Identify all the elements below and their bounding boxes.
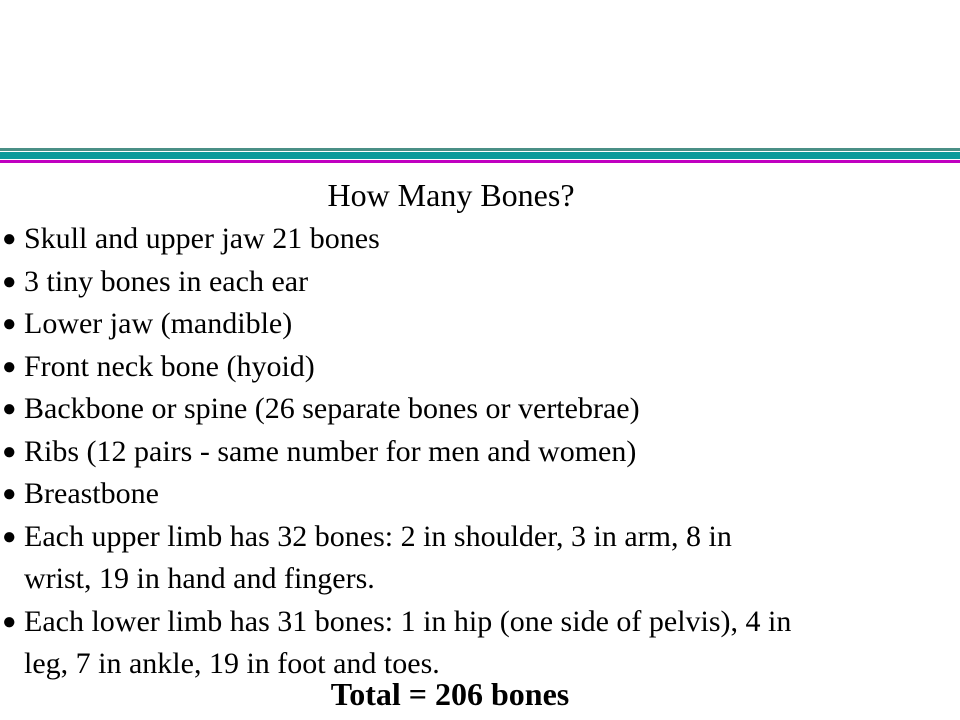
header-stripes bbox=[0, 148, 960, 168]
list-item bbox=[0, 346, 950, 389]
bullet-icon: ● bbox=[2, 523, 17, 550]
list-item bbox=[0, 431, 950, 474]
list-item-text: Front neck bone (hyoid) bbox=[24, 349, 315, 383]
list-item bbox=[0, 601, 950, 686]
bullet-icon: ● bbox=[2, 396, 17, 422]
bullet-icon: ● bbox=[2, 268, 17, 295]
list-item bbox=[0, 218, 950, 261]
list-item-text: Backbone or spine (26 separate bones or vertebrae) bbox=[24, 392, 640, 425]
list-item-text-continued: leg, 7 in ankle, 19 in foot and toes. bbox=[24, 647, 440, 680]
stripe-bottom-line bbox=[0, 160, 960, 163]
list-item bbox=[0, 473, 950, 516]
list-item-text: Each upper limb has 32 bones: 2 in shoulder, 3 in arm, 8 in bbox=[24, 519, 732, 553]
list-item-text: Skull and upper jaw 21 bones bbox=[24, 222, 380, 255]
bullet-icon: ● bbox=[2, 226, 17, 252]
bullet-icon: ● bbox=[2, 438, 17, 465]
list-item-text: Ribs (12 pairs - same number for men and women) bbox=[24, 434, 637, 468]
bones-list bbox=[0, 218, 950, 686]
list-item bbox=[0, 261, 950, 304]
list-item-text: Lower jaw (mandible) bbox=[24, 307, 293, 340]
list-item bbox=[0, 388, 950, 431]
bullet-icon: ● bbox=[2, 353, 17, 380]
bullet-icon: ● bbox=[2, 311, 17, 337]
slide-title-text: How Many Bones? bbox=[327, 177, 575, 213]
bullet-icon: ● bbox=[2, 608, 17, 635]
list-item bbox=[0, 303, 950, 346]
bullet-icon: ● bbox=[2, 481, 17, 507]
stripe-middle-band bbox=[0, 152, 960, 159]
list-item-text: 3 tiny bones in each ear bbox=[24, 264, 309, 298]
slide-title bbox=[0, 176, 900, 214]
list-item-text-continued: wrist, 19 in hand and fingers. bbox=[24, 562, 375, 595]
list-item-text: Each lower limb has 31 bones: 1 in hip (one side of pelvis), 4 in bbox=[24, 604, 792, 638]
stripe-top-line bbox=[0, 148, 960, 151]
list-item-text: Breastbone bbox=[24, 477, 159, 510]
list-item bbox=[0, 516, 950, 601]
total-line: Total = 206 bones bbox=[330, 676, 570, 712]
